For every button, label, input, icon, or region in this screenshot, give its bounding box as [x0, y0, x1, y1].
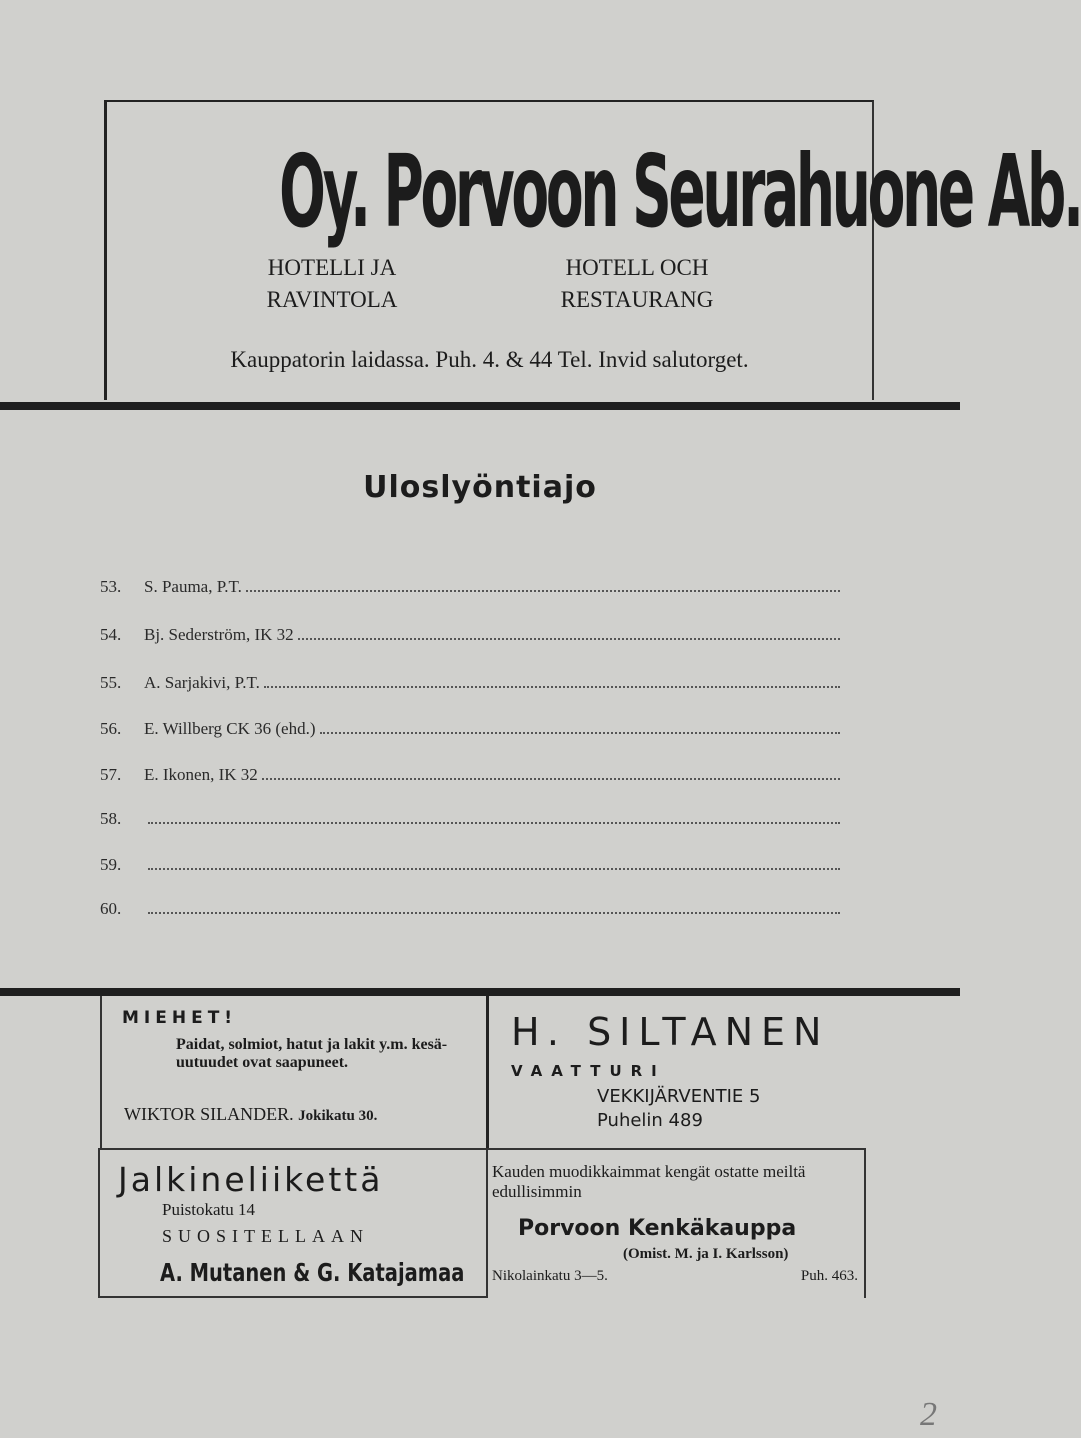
entry-number: 53. — [100, 577, 122, 596]
ad-tailor-phone: Puhelin 489 — [597, 1110, 703, 1131]
ad-shoe-shop-slogan: Kauden muodikkaimmat kengät ostatte meiltä edullisimmin — [492, 1162, 806, 1201]
entry-leader-dots — [246, 576, 840, 592]
entry-leader-dots — [148, 898, 840, 914]
divider-top — [0, 402, 960, 410]
list-item — [100, 898, 840, 928]
entry-leader-dots — [264, 672, 840, 688]
entry-player: E. Willberg CK 36 (ehd.) — [144, 719, 316, 738]
entry-leader-dots — [262, 764, 840, 780]
entry-number: 56. — [100, 719, 122, 738]
ad-footwear-store — [98, 1148, 486, 1298]
divider-middle — [0, 988, 960, 996]
entry-number: 58. — [100, 809, 122, 828]
entry-number: 60. — [100, 899, 122, 918]
ad-men-text: Paidat, solmiot, hatut ja lakit y.m. kesä-uutuudet ovat saapuneet. — [176, 1036, 448, 1071]
list-item — [100, 624, 840, 654]
hotel-swedish-label — [507, 252, 767, 316]
ad-footwear-recommend: SUOSITELLAAN — [162, 1226, 369, 1246]
list-item — [100, 576, 840, 606]
ad-tailor — [486, 996, 862, 1148]
hotel-sv-line2: RESTAURANG — [560, 287, 714, 312]
entry-player: A. Sarjakivi, P.T. — [144, 673, 260, 692]
ad-shoe-shop-address: Nikolainkatu 3—5. — [492, 1268, 608, 1284]
list-item — [100, 718, 840, 748]
entry-leader-dots — [148, 808, 840, 824]
entry-number: 55. — [100, 673, 122, 692]
entry-player: S. Pauma, P.T. — [144, 577, 242, 596]
hotel-advertisement — [104, 100, 1081, 400]
entry-leader-dots — [298, 624, 840, 640]
ad-footwear-address: Puistokatu 14 — [162, 1200, 256, 1219]
ad-shoe-shop — [486, 1148, 866, 1298]
ad-footwear-owners: A. Mutanen & G. Katajamaa — [160, 1258, 465, 1287]
list-item — [100, 672, 840, 702]
page-title: Uloslyöntiajo — [363, 470, 597, 505]
ad-men-clothing — [100, 996, 485, 1148]
ad-footwear-title: Jalkineliikettä — [118, 1160, 384, 1199]
ad-tailor-address: VEKKIJÄRVENTIE 5 — [597, 1086, 761, 1107]
ad-men-heading: MIEHET! — [122, 1008, 238, 1028]
list-item — [100, 808, 840, 838]
list-item — [100, 764, 840, 794]
hotel-sv-line1: HOTELL OCH — [565, 255, 709, 280]
entry-leader-dots — [148, 854, 840, 870]
ad-shoe-shop-name: Porvoon Kenkäkauppa — [518, 1216, 797, 1241]
entry-player: E. Ikonen, IK 32 — [144, 765, 258, 784]
hotel-fi-line2: RAVINTOLA — [266, 287, 398, 312]
entry-number: 59. — [100, 855, 122, 874]
hotel-address: Kauppatorin laidassa. Puh. 4. & 44 Tel. Invid salutorget. — [230, 347, 749, 372]
hotel-finnish-label — [207, 252, 457, 316]
ad-shoe-shop-owner: (Omist. M. ja I. Karlsson) — [623, 1246, 789, 1262]
page-number: 2 — [920, 1396, 937, 1433]
entry-number: 54. — [100, 625, 122, 644]
hotel-name: Oy. Porvoon Seurahuone Ab. — [279, 133, 1081, 250]
entry-leader-dots — [320, 718, 841, 734]
ad-tailor-name: H. SILTANEN — [511, 1010, 830, 1054]
ad-men-merchant: WIKTOR SILANDER. — [124, 1104, 294, 1124]
hotel-fi-line1: HOTELLI JA — [267, 255, 397, 280]
entry-number: 57. — [100, 765, 122, 784]
ad-tailor-trade: VAATTURI — [511, 1062, 666, 1080]
entry-player: Bj. Sederström, IK 32 — [144, 625, 294, 644]
ad-men-address: Jokikatu 30. — [298, 1108, 378, 1124]
ad-shoe-shop-phone: Puh. 463. — [800, 1268, 858, 1284]
list-item — [100, 854, 840, 884]
ad-men-signature — [124, 1104, 377, 1125]
